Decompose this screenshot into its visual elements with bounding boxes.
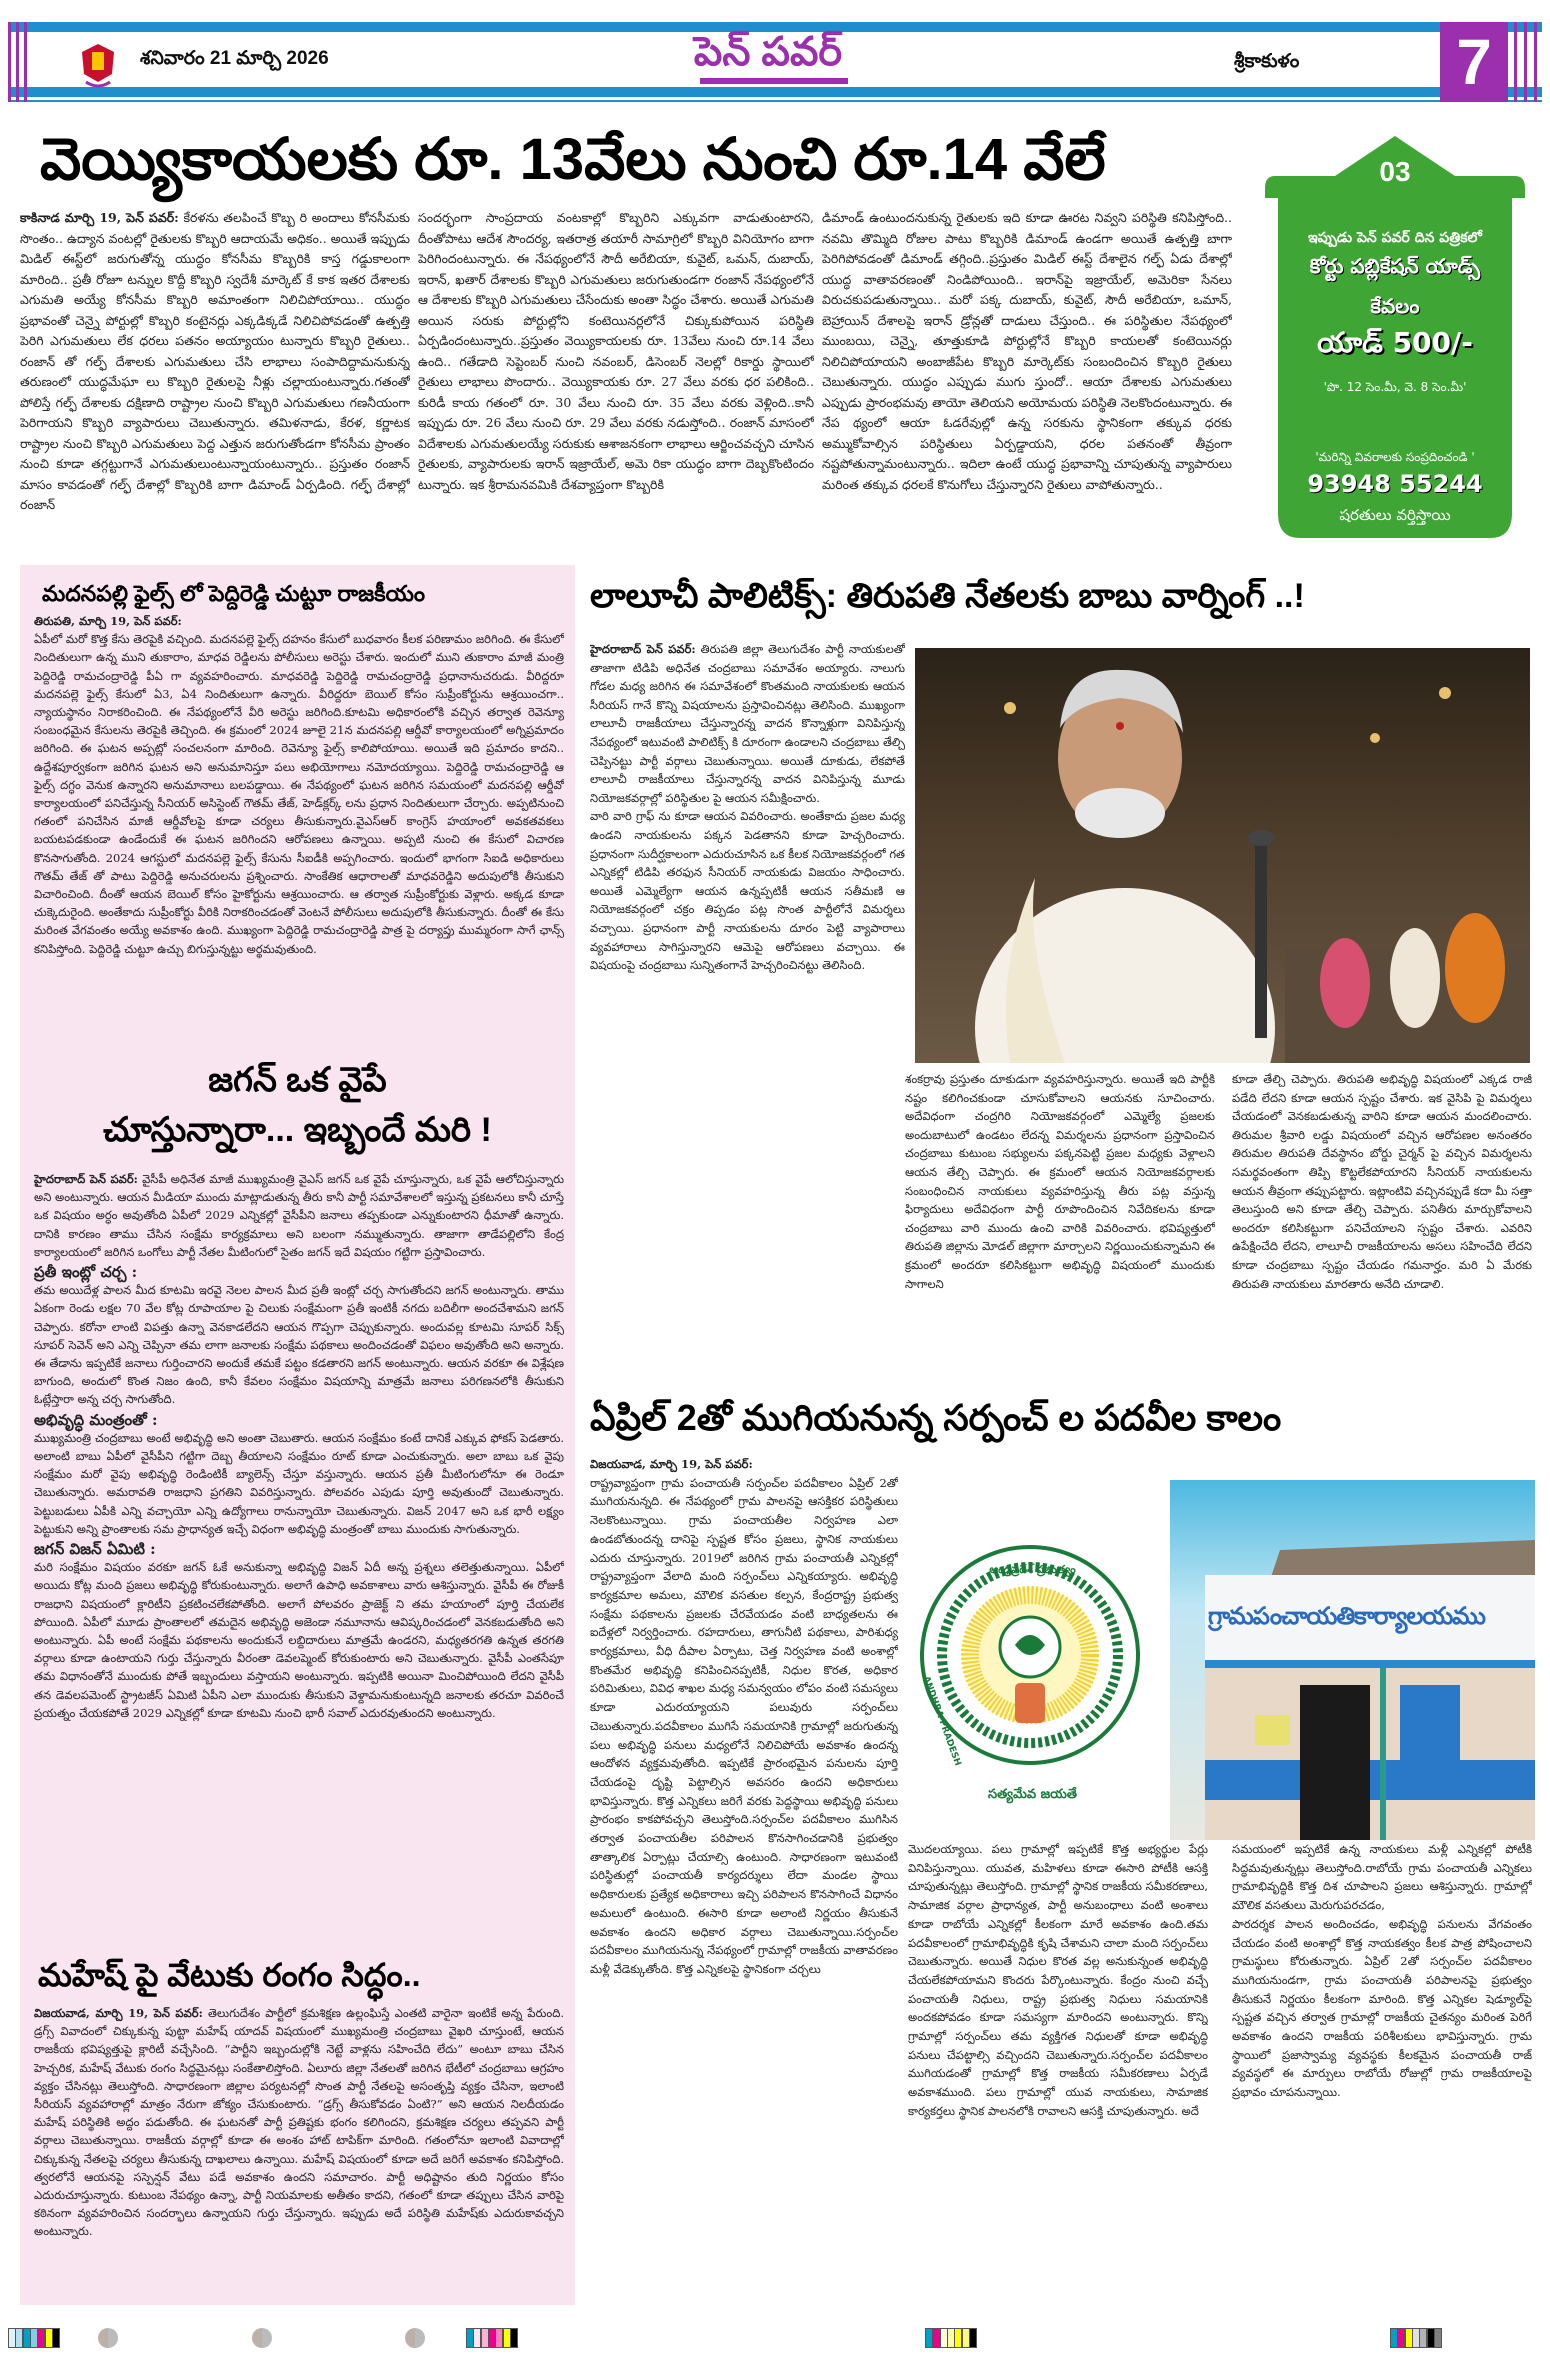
- ad-terms: షరతులు వర్తిస్తాయి: [1339, 506, 1451, 524]
- court-publication-ad: [1250, 128, 1540, 548]
- article3-body-block: [34, 1170, 564, 1930]
- ad-price: యాడ్ 500/-: [1317, 326, 1473, 359]
- office-sign-text: గ్రామపంచాయతికార్యాలయము: [1208, 1602, 1485, 1630]
- pen-power-crest-logo-icon: [78, 42, 118, 94]
- article5-body-1: తిరుపతి జిల్లా తెలుగుదేశం పార్టీ నాయకులతో తాజాగా టిడిపి అధినేత చంద్రబాబు సమావేశం అయ్యారు. నాలుగు గోడల మధ్య జరిగిన ఈ సమావేశంలో కొంతమంది నాయకులకు ఆయన సీరియస్ గానే కొన్ని విషయాలను ప్రస్తావించినట్లు తెలిసింది. ముఖ్యంగా లాలూచీ రాజకీయాలు చేస్తున్నారన్న వాదన కొన్నాళ్లుగా వినిపిస్తున్న నేపథ్యంలో ఇటువంటి పాలిటిక్స్ కి దూరంగా ఉండాలని చంద్రబాబు తేల్చి చెప్పినట్టు పార్టీ వర్గాలు చెబుతున్నాయి. అయితే దూకుడు, లేకపోతే లాలూచీ రాజకీయాలు చేస్తున్నారన్న వాదన వినిపిస్తున్న మూడు నియోజకవర్గాల్లో పరిస్థితుల పై ఆయన సమీక్షించారు. వారి వారి గ్రాఫ్ ను కూడా ఆయన వివరించారు. అంతేకాదు ప్రజల మధ్య ఉండని నాయకులను పక్కన పెడతానని కూడా హెచ్చరించారు. ప్రధానంగా సుదీర్ఘకాలంగా ఎదురుచూసిన ఒక కీలక నియోజకవర్గంలో గత ఎన్నికల్లో టిడిపి తరఫున సీనియర్ నాయకుడు విజయం సాధించారు. అయితే ఎమ్మెల్యేగా ఆయన ఉన్నప్పటికీ ఆయన సతీమణి ఆ నియోజకవర్గంలో చక్రం తిప్పడం పట్ల సొంత పార్టీలోనే విమర్శలు వచ్చాయి. ప్రధానంగా పార్టీ నాయకులను దూరం పెట్టి వ్యాపారాలు వ్యవహారాలు సాగిస్తున్నారని ఆమెపై ఆరోపణలు వచ్చాయి. ఈ విషయంపై చంద్రబాబు సున్నితంగానే హెచ్చరించినట్టు తెలిసింది.: [590, 642, 905, 973]
- masthead: [8, 22, 1542, 104]
- page-number: 7: [1440, 22, 1508, 102]
- article5-column-3: కూడా తేల్చి చెప్పారు. తిరుపతి అభివృద్ధి విషయంలో ఎక్కడ రాజీ పడేది లేదని కూడా ఆయన స్పష్టం చేశారు. ఇక వైసిపి పై విమర్శలు చేయడంలో వెనకబడుతున్న వారిని కూడా ఆయన మందలించారు. తిరుమల శ్రీవారి లడ్డు విషయంలో వచ్చిన ఆరోపణల అనంతరం తిరుమల తిరుపతి దేవస్థానం బోర్డు చైర్మన్ పై వచ్చిన విమర్శలను సమర్థవంతంగా తిప్పి కొట్టలేకపోయారని సీనియర్ నాయకులను ఆయన తీవ్రంగా తప్పుపట్టారు. ఇట్లాంటివి వచ్చినప్పుడే కదా మీ సత్తా తెలుస్తుంది అని కూడా తేల్చి చెప్పారు. పనితీరు మార్చుకోవాలని అందరూ కలిసికట్టుగా పనిచేయాలని స్పష్టం చేశారు. ఎవరిని ఉపేక్షించేది లేదని, లాలూచీ రాజకీయాలను అసలు సహించేది లేదని కూడా చంద్రబాబు స్పష్టం చేయడం గమనార్హం. మరి ఏ మేరకు తిరుపతి నాయకులు మారతారు అనేది చూడాలి.: [1232, 1072, 1532, 1291]
- article6-dateline: విజయవాడ, మార్చి 19, పెన్ పవర్:: [590, 1457, 753, 1471]
- ad-line-2: కోర్టు పబ్లికేషన్ యాడ్స్: [1309, 254, 1481, 278]
- article4-dateline: విజయవాడ, మార్చి 19, పెన్ పవర్:: [34, 2006, 203, 2020]
- color-swatch: [969, 2328, 977, 2348]
- article2-dateline: తిరుపతి, మార్చి 19, పెన్ పవర్:: [34, 614, 182, 628]
- article1-headline: వెయ్యికాయలకు రూ. 13వేలు నుంచి రూ.14 వేలే: [40, 127, 1106, 192]
- registration-mark: [405, 2328, 425, 2348]
- masthead-border-left: [8, 22, 11, 102]
- article5-headline: లాలూచీ పాలిటిక్స్: తిరుపతి నేతలకు బాబు వార్నింగ్ ..!: [590, 577, 1305, 615]
- article3-subhead-2: అభివృద్ధి మంత్రంతో :: [34, 1410, 158, 1429]
- article2-headline: మదనపల్లి ఫైల్స్ లో పెద్దిరెడ్డి చుట్టూ రాజకీయం: [42, 581, 426, 606]
- leader-photo: [915, 648, 1530, 1063]
- article3-subhead-1: ప్రతీ ఇంట్లో చర్చ :: [34, 1263, 138, 1282]
- article1-body-1: కేరళను తలపించే కొబ్బ రి అందాలు కోనసీమకు సొంతం.. ఉద్యాన వంటల్లో రైతులకు కొబ్బరి ఆదాయమే అధికం.. అయితే ఇప్పుడు మిడిల్ ఈస్ట్‌లో జరుగుతోన్న యుద్ధం కోనసీమ కొబ్బరికి కాస్త గడ్డుకాలంగా మారింది.. ప్రతీ రోజూ టన్నుల కొద్దీ కొబ్బరి స్వదేశీ మార్కెట్ కే కాక ఇతర దేశాలకు ఎగుమతి అయ్యే కోనసీమ కొబ్బరి అమాంతంగా నిలిచిపోయాయి.. యుద్ధం ప్రభావంతో చెన్నై పోర్టుల్లో కొబ్బరి కంటైనర్లు ఎక్కడిక్కడే నిలిచిపోవడంతో ఉత్పత్తి పెరిగి ఎగుమతులు లేక ధరలు పతనం అయ్యాయం టున్నారు కొబ్బరి రైతులు.. రంజాన్ తో గల్ఫ్ దేశాలకు ఎగుమతులు చేసి లాభాలు సంపాదిద్దామనుకున్న తరుణంలో యుద్ధమేఘా లు కొబ్బరి రైతులపై నీళ్లు చల్లాయంటున్నారు.గతంతో పోలిస్తే గల్ఫ్ దేశాలకు దక్షిణాది రాష్ట్రాల నుంచి కొబ్బరి ఎగుమతులు గణనీయంగా పెరిగాయని కొబ్బరి వ్యాపారులు చెబుతున్నారు. తమిళనాడు, కేరళ, కర్ణాటక రాష్ట్రాల నుంచి కొబ్బరి ఎగుమతులు పెద్ద ఎత్తున జరుగుతోండగా కోనసీమ ప్రాంతం నుంచి కూడా తగ్గట్టుగానే ఎగుమతులుంటున్నాయంటున్నారు.. ప్రస్తుతం రంజాన్ మాసం కావడంతో గల్ఫ్ దేశాల్లో కొబ్బరికి బాగా డిమాండ్ ఏర్పడింది. గల్ఫ్ దేశాల్లో రంజాన్: [20, 210, 410, 512]
- ad-line-3: కేవలం: [1370, 294, 1420, 318]
- emblem-side-text: ANDHRA PRADESH: [920, 1675, 963, 1768]
- article6-body-1: రాష్ట్రవ్యాప్తంగా గ్రామ పంచాయతీ సర్పంచ్‌ల పదవీకాలం ఏప్రిల్ 2తో ముగియనున్నది. ఈ నేపథ్యంలో గ్రామ పాలనపై ఆసక్తికర పరిస్థితులు నెలకొంటున్నాయి. గ్రామ పంచాయతీల నిర్వహణ ఎలా ఉండబోతుందన్న దానిపై స్పష్టత కోసం ప్రజలు, స్థానిక నాయకులు ఎదురు చూస్తున్నారు. 2019లో జరిగిన గ్రామ పంచాయతీ ఎన్నికల్లో రాష్ట్రవ్యాప్తంగా వేలాది మంది సర్పంచ్‌లు ఎన్నికయ్యారు. అభివృద్ధి కార్యక్రమాల అమలు, మౌలిక వసతుల కల్పన, కేంద్రరాష్ట్ర ప్రభుత్వ సంక్షేమ పథకాలను ప్రజలకు చేరవేయడం వంటి బాధ్యతలను ఈ ఐదేళ్లలో నిర్వర్తించారు. రహదారులు, తాగునీటి పథకాలు, పారిశుధ్య కార్యక్రమాలు, వీధి దీపాల ఏర్పాటు, చెత్త నిర్వహణ వంటి అంశాల్లో కొంతమేర అభివృద్ధి కనిపించినప్పటికీ, నిధుల కొరత, అధికార పరిమితులు, వివిధ శాఖల మధ్య సమన్వయం లోపం వంటి సమస్యలు కూడా ఎదురయ్యాయని పలువురు సర్పంచ్‌లు చెబుతున్నారు.పదవీకాలం ముగిసే సమయానికి గ్రామాల్లో జరుగుతున్న పలు అభివృద్ధి పనులు మధ్యలోనే నిలిచిపోయే అవకాశం ఉందన్న ఆందోళన వ్యక్తమవుతోంది. ఇప్పటికే ప్రారంభమైన పనులను పూర్తి చేయడంపై దృష్టి పెట్టాల్సిన అవసరం ఉందని అధికారులు భావిస్తున్నారు. కొత్త ఎన్నికలు జరిగే వరకు పెద్దస్థాయి అభివృద్ధి పనులు ప్రారంభం కాకపోవచ్చని తెలుస్తోంది.సర్పంచ్‌ల పదవీకాలం ముగిసిన తర్వాత పంచాయతీల పరిపాలన కొనసాగించడానికి ప్రభుత్వం తాత్కాలిక ఏర్పాట్లు చేయాల్సి ఉంటుంది. సాధారణంగా ఇటువంటి పరిస్థితుల్లో పంచాయతీ కార్యదర్శులు లేదా మండల స్థాయి అధికారులకు ప్రత్యేక అధికారాలు ఇచ్చి పరిపాలన కొనసాగించే విధానం అమలులో ఉంటుంది. ఈసారి కూడా అలాంటి నిర్ణయం తీసుకునే అవకాశం ఉందని అధికార వర్గాలు చెబుతున్నాయి.సర్పంచ్‌ల పదవీకాలం ముగియనున్న నేపథ్యంలో గ్రామాల్లో రాజకీయ వాతావరణం మళ్లీ వేడెక్కుతోంది. కొత్త ఎన్నికలపై స్థానికంగా చర్చలు: [590, 1475, 898, 1976]
- ad-phone: 93948 55244: [1307, 470, 1483, 498]
- masthead-border-right-3: [1534, 22, 1537, 102]
- article4-body-block: [34, 2004, 564, 2299]
- registration-mark: [98, 2328, 118, 2348]
- ap-government-emblem: [910, 1525, 1155, 1825]
- article6-column-2: మొదలయ్యాయి. పలు గ్రామాల్లో ఇప్పటికే కొత్త అభ్యర్థుల పేర్లు వినిపిస్తున్నాయి. యువత, మహిళలు కూడా ఈసారి పోటీకి ఆసక్తి చూపుతున్నట్లు తెలుస్తోంది. గ్రామాల్లో స్థానిక రాజకీయ సమీకరణాలు, సామాజిక వర్గాల ప్రాధాన్యత, పార్టీ అనుబంధాలు వంటి అంశాలు కూడా రాబోయే ఎన్నికల్లో కీలకంగా మారే అవకాశం ఉంది.తమ పదవీకాలంలో గ్రామాభివృద్ధికి కృషి చేశామని చాలా మంది సర్పంచ్‌లు చెబుతున్నారు. అయితే నిధుల కొరత వల్ల అనుకున్నంత అభివృద్ధి చేయలేకపోయామని కొందరు పేర్కొంటున్నారు. కేంద్రం నుంచి వచ్చే పంచాయతీ నిధులు, రాష్ట్ర ప్రభుత్వ నిధులు సమయానికి అందకపోవడం కూడా సమస్యగా మారిందని అంటున్నారు. కొన్ని గ్రామాల్లో సర్పంచ్‌లు తమ వ్యక్తిగత నిధులతో కూడా అభివృద్ధి పనులు చేపట్టాల్సి వచ్చిందని చెబుతున్నారు.సర్పంచ్‌ల పదవీకాలం ముగియడంతో గ్రామాల్లో కొత్త రాజకీయ సమీకరణాలు ఏర్పడే అవకాశముంది. పలు గ్రామాల్లో యువ నాయకులు, సామాజిక కార్యకర్తలు స్థానిక పాలనలోకి రావాలని ఆసక్తి చూపుతున్నారు. అదే: [908, 1842, 1208, 2118]
- issue-date: శనివారం 21 మార్చి 2026: [140, 48, 329, 69]
- article1-column-3: డిమాండ్ ఉంటుందనుకున్న రైతులకు ఇది కూడా ఊరట నివ్వని పరిస్థితి కనిపిస్తోంది.. నవమి తొమ్మిది రోజుల పాటు కొబ్బరికి డిమాండ్ ఉండగా అయితే ఉత్పత్తి బాగా పెరిగిపోవడంతో డిమాండ్ తగ్గింది..ప్రస్తుతం మిడిల్ ఈస్ట్ దేశాలైన గల్ఫ్ ఏడు దేశాల్లో యుద్ధ వాతావరణంతో నిండిపోయింది.. ఇరాన్‌పై ఇజ్రాయేల్, అమెరికా సేనలు విరుచకుపడుతున్నాయి.. మరో పక్క దుబాయ్, కువైట్, సౌదీ అరేబియా, ఒమాన్, బెహ్రాయిన్ దేశాలపై ఇరాన్ డ్రోన్లతో దాడులు చేస్తుంది.. ఈ పరిస్థితుల నేపథ్యంలో ముంబయి, చెన్నై, తూత్తుకూడి పోర్టుల్లోనే కొబ్బరి కాయలతో కంటెయినర్లు నిలిచిపోయాయని అంబాజీపేట కొబ్బరి మార్కెట్‌కు సంబందించిన కొబ్బరి రైతులు చెబుతున్నారు. యుద్ధం ఎప్పుడు ముగు స్తుందో.. ఆయా దేశాలకు ఎగుమతులు ఎప్పుడు ప్రారంభమవు తాయో తెలియని అయోమయ పరిస్థితి నెలకొందంటున్నారు. ఈ నేప థ్యంలో ఆయా ఓడరేవుల్లో ఉన్న సరకును స్థానికంగా తక్కువ ధరకు అమ్ముకోవాల్సిన పరిస్థితులు ఏర్పడ్డాయని, ధరల పతనంతో తీవ్రంగా నష్టపోతున్నామంటున్నారు.. ఇదిలా ఉంటే యుద్ధ ప్రభావాన్ని చూపుతున్న వ్యాపారులు మరింత తక్కువ ధరలకే కొనుగోలు చేస్తున్నారని రైతులు వాపోతున్నారు..: [822, 210, 1232, 492]
- article5-column-2: శంకర్రావు ప్రస్తుతం దూకుడుగా వ్యవహరిస్తున్నారు. అయితే ఇది పార్టీకి నష్టం కలిగించకుండా చూసుకోవాలని ఆయనకు సూచించారు. అదేవిధంగా చంద్రగిరి నియోజకవర్గంలో ఎమ్మెల్యే ప్రజలకు అందుబాటులో ఉండటం లేదన్న విమర్శలను ప్రధానంగా ప్రస్తావించిన చంద్రబాబు కుటుంబ సభ్యులను పక్కనపెట్టి ప్రజల మధ్యకు వెళ్లాలని ఆయన తేల్చి చెప్పారు. ఈ క్రమంలో ఆయన నియోజకవర్గాలకు సంబంధించిన నాయకులు వ్యవహరిస్తున్న తీరు పట్ల వస్తున్న ఫిర్యాదులు అదేవిధంగా పార్టీ రూపొందించిన నివేదికలను కూడా చంద్రబాబు వారి ముందు ఉంచి వారికి వివరించారు. భవిష్యత్తులో తిరుపతి జిల్లాను మోడల్ జిల్లాగా మార్చాలని నిర్ణయించుకున్నామని ఈ క్రమంలో అందరూ కలిసికట్టుగా అభివృద్ధి విషయంలో ముందుకు సాగాలని: [905, 1072, 1215, 1291]
- article5-column-1: [590, 640, 905, 1380]
- emblem-motto: సత్యమేవ జయతే: [988, 1787, 1077, 1802]
- edition-name: శ్రీకాకుళం: [1234, 50, 1300, 72]
- article4-body: తెలుగుదేశం పార్టీలో క్రమశిక్షణ ఉల్లంఘిస్తే ఎంతటి వారైనా ఇంటికే అన్న పేరుంది. డ్రగ్స్ వివాదంలో చిక్కుకున్న పుట్టా మహేష్ యాదవ్ విషయంలో ముఖ్యమంత్రి చంద్రబాబు వైఖరి చూస్తుంటే, ఆయన రాజకీయ భవిష్యత్తుపై క్లారిటీ వచ్చేసింది. “పార్టీని ఇబ్బందుల్లోకి నెట్టే వాళ్లను సహించేది లేదు” అంటూ బాబు చేసిన హెచ్చరిక, మహేష్ వేటుకు రంగం సిద్ధమైనట్లు సంకేతాలిస్తోంది. ఏలూరు జిల్లా నేతలతో జరిగిన భేటీలో చంద్రబాబు ఆగ్రహం వ్యక్తం చేసినట్లు తెలుస్తోంది. సాధారణంగా జిల్లాల పర్యటనల్లో సొంత పార్టీ నేతలపై అసంతృప్తి వ్యక్తం చేసినా, ఇలాంటి సీరియస్ వ్యవహారాల్లో మాత్రం నేరుగా జోక్యం చేసుకుంటారు. “డ్రగ్స్ తీసుకోవడం ఏంటి?” అని ఆయన నిలదీయడం మహేష్ పరిస్థితికి అద్దం పడుతోంది. ఈ ఘటనతో పార్టీ ప్రతిష్టకు భంగం కలిగిందని, క్రమశిక్షణ చర్యలు తప్పవని పార్టీ వర్గాలు చెబుతున్నాయి. రాజకీయ వర్గాల్లో కూడా ఈ అంశం హాట్ టాపిక్‌గా మారింది. గతంలోనూ ఇలాంటి వివాదాల్లో చిక్కుకున్న నేతలపై చర్యలు తీసుకున్న దాఖలాలు ఉన్నాయి. మహేష్ విషయంలో కూడా అదే జరిగే అవకాశం కనిపిస్తోంది. త్వరలోనే ఆయనపై సస్పెన్షన్ వేటు పడే అవకాశం ఉందని సమాచారం. పార్టీ అధిష్టానం తుది నిర్ణయం కోసం ఎదురుచూస్తున్నారు. కుటుంబ నేపథ్యం ఉన్నా, పార్టీ నియమాలకు అతీతం కాదని, గతంలో కూడా తప్పులు చేసిన వారిపై కఠినంగా వ్యవహరించిన సందర్భాలు ఉన్నాయని గుర్తు చేస్తున్నారు. ఇప్పుడు అదే పరిస్థితి మహేష్‌కు ఎదురుకావచ్చని అంటున్నారు.: [34, 2006, 564, 2239]
- masthead-rule: [8, 100, 1542, 102]
- masthead-border-left-3: [24, 22, 27, 102]
- article6-headline: ఏప్రిల్ 2తో ముగియనున్న సర్పంచ్ ల పదవీల కాలం: [590, 1397, 1282, 1438]
- color-swatch: [510, 2328, 518, 2348]
- article5-dateline: హైదరాబాద్ పెన్ పవర్:: [590, 642, 696, 656]
- article3-section-2: ముఖ్యమంత్రి చంద్రబాబు అంటే అభివృద్ధి అని అంతా చెబుతారు. ఆయన సంక్షేమం కంటే దానికే ఎక్కువ ఫోకస్ పెడతారు. అలాంటి బాబు ఏపీలో వైసీపీని గట్టిగా దెబ్బ తీయాలని సంక్షేమం రూట్ కూడా ఎంచుకున్నారు. అలా బాబు ఒక వైపు సంక్షేమం మరో వైపు అభివృద్ధి రెండింటికీ బ్యాలెన్స్ చేస్తూ వస్తున్నారు. ఆయన ప్రతీ మీటింగులోనూ ఈ రెండూ చెబుతున్నారు. అమరావతి రాజధాని ప్రగతిని వివరిస్తున్నారు. పోలవరం ఎపుడు పూర్తి అవుతుందో చెబుతున్నారు. పెట్టుబడులు ఏపీకి ఎన్ని వచ్చాయో ఎన్ని ఉద్యోగాలు రానున్నాయో చెబుతున్నారు. విజన్ 2047 అని ఒక భారీ లక్ష్యం పెట్టుకుని అన్ని ప్రాంతాలకు సమ ప్రాధాన్యత ఇచ్చే విధంగా అభివృద్ధి మంత్రంతో బాబు ముందుకు సాగుతున్నారు.: [34, 1430, 564, 1536]
- masthead-border-right: [1514, 22, 1517, 102]
- article1-column-2: సందర్భంగా సాంప్రదాయ వంటకాల్లో కొబ్బరిని ఎక్కువగా వాడుతుంటారని, దీంతోపాటు ఆదేశ సౌందర్య, ఇతరాత్ర తయారీ సామాగ్రిలో కొబ్బరి వినియోగం బాగా పెరిగిందంటున్నారు. ఈ నేపథ్యంలోనే సౌదీ అరేబియా, కువైట్, ఒమన్, దుబాయ్, ఇరాన్, ఖతార్ దేశాలకు కొబ్బరి ఎగుమతులు జరుగుతుండగా రంజాన్ నేపథ్యంలోనే ఆ దేశాలకు కొబ్బరి ఎగుమతులు చేసేందుకు అంతా సిద్ధం చేశారు. అయితే ఎగుమతి అయిన సరుకు పోర్టుల్లోని కంటెయినర్లలోనే చిక్కుకుపోయిన పరిస్థితి ఏర్పడిందంటున్నారు..ప్రస్తుతం వెయ్యికాయలకు రూ. 13వేలు నుంచి రూ.14 వేలు ఉంది.. గతేడాది సెప్టెంబర్ నుంచి నవంబర్, డిసెంబర్ నెలల్లో రికార్డు స్థాయిలో రైతులు లాభాలు పొందారు.. వెయ్యికాయకు రూ. 27 వేలు వరకు ధర పలికింది.. కురిడీ కాయ గతంలో రూ. 30 వేలు నుంచి రూ. 35 వేలు వరకు వెళ్లింది..కానీ ఇప్పుడు రూ. 26 వేలు నుంచి రూ. 29 వేలు వరకు నడుస్తోంది.. రంజాన్ మాసంలో విదేశాలకు ఎగుమతులయ్యే సరుకుకు ఆశాజనకంగా లాభాలు ఆర్జించవచ్చని చూసిన రైతులకు, వ్యాపారులకు ఇరాన్ ఇజ్రాయేల్, అమె రికా యుద్ధం బాగా దెబ్బకొంటిందం టున్నారు. ఇక శ్రీరామనవమికి దేశవ్యాప్తంగా కొబ్బరికి: [418, 210, 814, 492]
- ad-size: 'పొ. 12 సెం.మీ, వె. 8 సెం.మీ': [1323, 380, 1467, 394]
- masthead-bottom-band: [8, 87, 1542, 97]
- paper-title-underline: [700, 78, 848, 84]
- article3-subhead-3: జగన్ విజన్ ఏమిటి :: [34, 1540, 156, 1559]
- leader-photo-illustration: [915, 648, 1530, 1063]
- ad-line-1: ఇప్పుడు పెన్ పవర్ దిన పత్రికలో: [1308, 230, 1482, 246]
- masthead-border-right-2: [1524, 22, 1527, 102]
- gram-panchayat-office-photo: [1170, 1480, 1535, 1840]
- article6-column-3: సమయంలో ఇప్పటికే ఉన్న నాయకులు మళ్లీ ఎన్నికల్లో పోటీకి సిద్ధమవుతున్నట్లు తెలుస్తోంది.రాబోయే గ్రామ పంచాయతీ ఎన్నికలు గ్రామాభివృద్ధికి కొత్త దిశ చూపాలని ప్రజలు ఆశిస్తున్నారు. గ్రామాల్లో మౌలిక వసతులు మెరుగుపరచడం, పారదర్శక పాలన అందించడం, అభివృద్ధి పనులను వేగవంతం చేయడం వంటి అంశాల్లో కొత్త నాయకత్వం కీలక పాత్ర పోషించాలని గ్రామస్థులు కోరుతున్నారు. ఏప్రిల్ 2తో సర్పంచ్‌ల పదవీకాలం ముగియనుండగా, గ్రామ పంచాయతీ పరిపాలనపై ప్రభుత్వం తీసుకునే నిర్ణయం కీలకంగా మారింది. కొత్త ఎన్నికల షెడ్యూల్‌పై స్పష్టత వచ్చిన తర్వాత గ్రామాల్లో రాజకీయ చైతన్యం మరింత పెరిగే అవకాశం ఉందని రాజకీయ పరిశీలకులు భావిస్తున్నారు. గ్రామ స్థాయిలో ప్రజాస్వామ్య వ్యవస్థకు కీలకమైన పంచాయతీ రాజ్ వ్యవస్థలో ఈ మార్పులు రాబోయే రోజుల్లో గ్రామ రాజకీయాలపై ప్రభావం చూపనున్నాయి.: [1232, 1842, 1532, 2100]
- article2-body-block: [34, 612, 564, 1052]
- paper-title: పెన్ పవర్: [693, 30, 843, 74]
- article6-column-1: [590, 1455, 898, 2305]
- ad-contact-prompt: 'మరిన్ని వివరాలకు సంప్రదించండి ': [1315, 450, 1475, 464]
- article3-section-3: మరి సంక్షేమం విషయం వరకూ జగన్ ఓకే అనుకున్నా అభివృద్ధి విజన్ ఏదీ అన్న ప్రశ్నలు తలెత్తుతున్నాయి. ఏపీలో అయిదు కోట్ల మంది ప్రజలు అభివృద్ధి కోరుకుంటున్నారు. అలాగే ఉపాధి అవకాశాలు వారు ఆశిస్తున్నారు. వైసీపీ ఈ రోజుకీ రాజధాని విషయంలో క్లారిటీని ప్రకటించలేకపోతోంది. అలాగే పోలవరం ప్రాజెక్ట్ ని తమ హయాంలో పూర్తి చేయలేక పోయింది. ఏపీలో మూడు ప్రాంతాలలో తమదైన అభివృద్ధి అజెండా నమూనాను ఆవిష్కరించడంలో వెనకబడుతోంది అని అంటున్నారు. ఏపీ అంటే సంక్షేమ పథకాలను అందుకునే లబ్దిదారులు మాత్రమే ఉండరని, మధ్యతరగతి ఉన్నత తరగతి వర్గాలు కూడా ఉంటాయని గుర్తు చేస్తున్నారు వీరంతా డెవలప్మెంట్ కోరుకుంటారు అని చెబుతున్నారు. వైసీపీ ఎంతసేపూ తమ విధానంతోనే ముందుకు పోతే ఇబ్బందులు వస్తాయని అంటున్నారు. ఇప్పటికి అయినా మించిపోయింది లేదని వైసీపీ తన డెవలపమెంట్ స్ట్రాటజీస్ ఏమిటి ఏపీని ఎలా ముందుకు తీసుకుని వెళ్దామనుకుంటున్నది జనాలకు తరచూ వివరించే ప్రయత్నం చేయకపోతే 2029 ఎన్నికల్లో కూడా కూటమి నుంచి భారీ సవాల్ ఎదురవుతుందని అంటున్నారు.: [34, 1560, 564, 1720]
- article4-headline: మహేష్ పై వేటుకు రంగం సిద్ధం..: [38, 1957, 421, 1993]
- color-swatch: [1434, 2328, 1442, 2348]
- article1-column-1: [20, 208, 410, 528]
- article3-intro: వైసీపీ అధినేత మాజీ ముఖ్యమంత్రి వైఎస్ జగన్ ఒక వైపే చూస్తున్నారు, ఒక వైపే ఆలోచిస్తున్నారు అని అంటున్నారు. ఆయన మీడియా ముందు మాట్లాడుతున్న తీరు కానీ పార్టీ సమావేశాలలో ఇస్తున్న ప్రకటనలు కానీ చూస్తే ఒక విషయం అర్ధం అవుతోంది ఏపీలో 2029 ఎన్నికల్లో వైసీపీని జనాలు తప్పకుండా ఎన్నుకుంటారని ధీమాతో ఉన్నారు. దానికి కారణం తాము చేసిన సంక్షేమ కార్యక్రమాలు అని బలంగా నమ్ముతున్నారు. తాజాగా తాడేపల్లిలోని కేంద్ర కార్యాలయంలో జరిగిన ఒంగోలు పార్టీ నేతల మీటింగులో సైతం జగన్ ఇదే విషయం గట్టిగా ప్రస్తావించారు.: [34, 1172, 564, 1259]
- ad-number: 03: [1379, 156, 1411, 187]
- article2-body: ఏపీలో మరో కొత్త కేసు తెరపైకి వచ్చింది. మదనపల్లె ఫైల్స్ దహనం కేసులో బుధవారం కీలక పరిణామం జరిగింది. ఈ కేసులో నిందితులుగా ఉన్న ముని తుకారాం, మాధవ రెడ్డిలను పోలీసులు అరెస్టు చేశారు. ఇందులో ముని తుకారాం మాజీ మంత్రి పెద్దిరెడ్డి రామచంద్రారెడ్డి పీఏ గా వ్యవహరించారు. మాధవరెడ్డి పెద్దిరెడ్డి రామచంద్రారెడ్డి ప్రధానానుచరుడు. వీరిద్దరూ మదనపల్లె ఫైల్స్ కేసులో ఏ3, ఏ4 నిందితులుగా ఉన్నారు. వీరిద్దరూ బెయిల్ కోసం సుప్రీంకోర్టును ఆశ్రయించగా.. న్యాయస్థానం నిరాకరించింది. ఈ నేపథ్యంలోనే వీరి అరెస్టు జరిగింది.కూటమి అధికారంలోకి వచ్చిన తర్వాత రెవెన్యూ సంబంధమైన కేసులను తెరపైకి తెచ్చింది. ఈ క్రమంలో 2024 జూలై 21న మదనపల్లి ఆర్డీవో కార్యాలయంలో అగ్నిప్రమాదం జరిగింది. ఈ ఘటన అప్పట్లో సంచలనంగా మారింది. రెవెన్యూ ఫైల్స్ కాలిపోయాయి. అయితే ఇది ప్రమాదం కాదని.. ఉద్దేశపూర్వకంగా జరిగిన ఘటన అని అనుమానిస్తూ పలు అభియోగాలు నమోదయ్యాయి. పెద్దిరెడ్డి రామచంద్రారెడ్డి ఆ ఫైల్స్ దగ్ధం వెనుక ఉన్నారని అనుమానాలు బలపడ్డాయి. ఈ నేపథ్యంలో ఘటన జరిగిన సమయంలో మదనపల్లి ఆర్డీవో కార్యాలయంలో పనిచేస్తున్న సీనియర్ అసిస్టెంట్ గౌతమ్ తేజ్, హెడ్‌క్లర్క్ లను ప్రధాన నిందితులుగా చేర్చారు. అప్పటినుంచి గతంలో పనిచేసిన మాజీ ఆర్డీవోలపై కూడా చర్యలు తీసుకున్నారు.వైఎస్ఆర్ కాంగ్రెస్ హయాంలో అవకతవకలు బయటపడకుండా ఉండేందుకే ఈ ఘటన జరిగిందని ఆరోపణలు ఉన్నాయి. అప్పటి నుంచి ఈ కేసులో విచారణ కొనసాగుతోంది. 2024 ఆగస్టులో మదనపల్లె ఫైల్స్ కేసును సీఐడీకి అప్పగించారు. ఇందులో భాగంగా సిఐడి అధికారులు గౌతమ్ తేజ్ తో పాటు పెద్దిరెడ్డి అనుచరులను ప్రశ్నించారు. సాంకేతిక ఆధారాలతో మాధవరెడ్డిని అదుపులోకి తీసుకుని విచారించింది. దీంతో ఆయన బెయిల్ కోసం హైకోర్టును ఆశ్రయించారు. ఆ తర్వాత సుప్రీంకోర్టుకు వెళ్లారు. అక్కడ కూడా చుక్కెదురైంది. అంతేకాదు సుప్రీంకోర్టు వీరికి నిరాకరించడంతో వెంటనే పోలీసులు అదుపులోకి తీసుకున్నారు. దీంతో ఈ కేసు మరింత వేగవంతం అయ్యే అవకాశం ఉంది. ముఖ్యంగా పెద్దిరెడ్డి రామచంద్రారెడ్డి పాత్ర పై దర్యాప్తు ముమ్మరంగా సాగే ఛాన్స్ కనిపిస్తోంది. పెద్దిరెడ్డి చుట్టూ ఉచ్చు బిగుస్తున్నట్టు అర్థమవుతుంది.: [34, 632, 564, 956]
- emblem-top-text: ఆంధ్రప్రదేశ్ ప్రభుత్వం: [989, 1563, 1076, 1576]
- article3-headline-line-2: చూస్తున్నారా... ఇబ్బందే మరి !: [103, 1111, 492, 1149]
- masthead-border-left-2: [16, 22, 19, 102]
- panchayat-office-illustration: [1170, 1480, 1535, 1840]
- article1-dateline: కాకినాడ మార్చి 19, పెన్ పవర్:: [20, 210, 179, 225]
- article3-section-1: తమ అయిదేళ్ల పాలన మీద కూటమి ఇరవై నెలల పాలన మీద ప్రతీ ఇంట్లో చర్చ సాగుతోందని జగన్ అంటున్నారు. తాము ఏకంగా రెండు లక్షల 70 వేల కోట్ల రూపాయాల పై చిలుకు సంక్షేమంగా ప్రతీ ఇంటికీ నగదు బదిలీగా అందచేశామని జగన్ చెప్పారు. కరోనా లాంటి విపత్తు ఉన్నా వెనకాడలేదని ఆయన గొప్పగా చెప్పుకున్నారు. అందువల్ల కూటమి సూపర్ సిక్స్ సూపర్ సెవెన్ అని ఎన్ని చెప్పినా తమ లాగా జనాలకు సంక్షేమ పథకాలు అందించడంతో విఫలం అవుతోంది అని అన్నారు. ఈ తేడాను ఇప్పటికే జనాలు గుర్తించారని అందుకే తమకే పట్టం కడతారని జగన్ అంటున్నారు. ఆయన వరకూ ఈ విశ్లేషణ బాగుంది, అందులో కొంత నిజం ఉంది, కానీ కేవలం సంక్షేమం విషయాన్ని మాత్రమే జనాలు పరిగణనలోకి తీసుకుని ఓట్లేస్తారా అన్న చర్చ సాగుతోంది.: [34, 1283, 564, 1407]
- registration-mark: [252, 2328, 272, 2348]
- article3-dateline: హైదరాబాద్ పెన్ పవర్:: [34, 1172, 138, 1186]
- color-swatch: [52, 2328, 60, 2348]
- article3-headline-line-1: జగన్ ఒక వైపే: [208, 1061, 387, 1099]
